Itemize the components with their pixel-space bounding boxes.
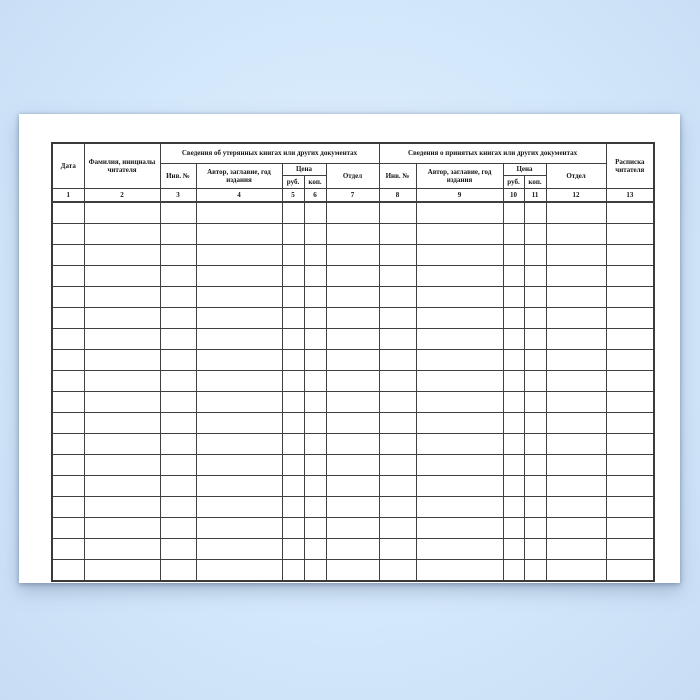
- table-cell: [84, 350, 160, 371]
- table-cell: [282, 202, 304, 224]
- table-cell: [606, 518, 654, 539]
- table-cell: [84, 371, 160, 392]
- table-cell: [416, 350, 503, 371]
- table-cell: [196, 413, 282, 434]
- table-cell: [524, 476, 546, 497]
- table-cell: [546, 392, 606, 413]
- table-cell: [196, 350, 282, 371]
- column-number: 1: [52, 189, 84, 203]
- column-number: 9: [416, 189, 503, 203]
- table-cell: [606, 392, 654, 413]
- table-cell: [196, 224, 282, 245]
- table-cell: [379, 539, 416, 560]
- table-cell: [524, 350, 546, 371]
- header-department-received: Отдел: [546, 164, 606, 189]
- table-cell: [52, 308, 84, 329]
- table-cell: [606, 350, 654, 371]
- table-cell: [546, 266, 606, 287]
- table-cell: [524, 539, 546, 560]
- column-number: 2: [84, 189, 160, 203]
- table-cell: [546, 476, 606, 497]
- table-cell: [606, 245, 654, 266]
- table-cell: [282, 455, 304, 476]
- table-cell: [52, 350, 84, 371]
- table-cell: [52, 455, 84, 476]
- table-cell: [546, 434, 606, 455]
- table-cell: [416, 497, 503, 518]
- library-register-form-table: [51, 142, 655, 582]
- table-cell: [379, 371, 416, 392]
- table-cell: [503, 329, 524, 350]
- table-cell: [160, 392, 196, 413]
- table-cell: [606, 413, 654, 434]
- table-cell: [524, 434, 546, 455]
- table-cell: [160, 308, 196, 329]
- table-cell: [326, 329, 379, 350]
- table-cell: [84, 476, 160, 497]
- header-kop-received: коп.: [524, 176, 546, 189]
- table-cell: [546, 224, 606, 245]
- table-cell: [524, 308, 546, 329]
- table-cell: [52, 202, 84, 224]
- table-cell: [282, 560, 304, 582]
- table-cell: [606, 455, 654, 476]
- table-cell: [196, 266, 282, 287]
- table-cell: [606, 224, 654, 245]
- table-cell: [379, 329, 416, 350]
- table-cell: [304, 476, 326, 497]
- table-cell: [524, 329, 546, 350]
- table-cell: [196, 497, 282, 518]
- table-cell: [606, 560, 654, 582]
- table-cell: [379, 202, 416, 224]
- table-cell: [326, 539, 379, 560]
- header-inventory-no-lost: Инв. №: [160, 164, 196, 189]
- table-cell: [546, 455, 606, 476]
- table-cell: [524, 413, 546, 434]
- table-cell: [606, 497, 654, 518]
- table-cell: [416, 455, 503, 476]
- table-cell: [546, 308, 606, 329]
- table-cell: [160, 518, 196, 539]
- table-cell: [160, 476, 196, 497]
- table-cell: [84, 308, 160, 329]
- table-cell: [503, 287, 524, 308]
- table-cell: [379, 518, 416, 539]
- table-cell: [524, 497, 546, 518]
- table-cell: [326, 202, 379, 224]
- table-cell: [503, 497, 524, 518]
- table-cell: [416, 266, 503, 287]
- table-cell: [282, 413, 304, 434]
- table-cell: [160, 560, 196, 582]
- table-cell: [503, 371, 524, 392]
- table-row: [52, 413, 654, 434]
- table-cell: [196, 245, 282, 266]
- table-row: [52, 202, 654, 224]
- table-cell: [546, 560, 606, 582]
- table-cell: [160, 434, 196, 455]
- table-cell: [282, 539, 304, 560]
- table-cell: [326, 434, 379, 455]
- table-cell: [524, 560, 546, 582]
- form-body: [52, 202, 654, 581]
- table-cell: [416, 245, 503, 266]
- table-row: [52, 350, 654, 371]
- table-cell: [379, 287, 416, 308]
- table-cell: [503, 266, 524, 287]
- table-cell: [524, 455, 546, 476]
- table-cell: [84, 497, 160, 518]
- table-cell: [282, 371, 304, 392]
- table-cell: [304, 455, 326, 476]
- table-cell: [282, 245, 304, 266]
- table-cell: [326, 371, 379, 392]
- table-cell: [606, 434, 654, 455]
- column-number: 6: [304, 189, 326, 203]
- table-cell: [52, 245, 84, 266]
- table-cell: [304, 434, 326, 455]
- header-date: Дата: [52, 143, 84, 189]
- header-price-lost: Цена: [282, 164, 326, 176]
- table-cell: [84, 518, 160, 539]
- table-cell: [196, 392, 282, 413]
- table-cell: [606, 539, 654, 560]
- table-cell: [524, 245, 546, 266]
- table-cell: [52, 434, 84, 455]
- table-row: [52, 266, 654, 287]
- column-number: 3: [160, 189, 196, 203]
- table-cell: [304, 392, 326, 413]
- table-cell: [84, 560, 160, 582]
- table-cell: [84, 266, 160, 287]
- table-cell: [546, 497, 606, 518]
- table-cell: [326, 476, 379, 497]
- table-cell: [160, 329, 196, 350]
- header-row-column-numbers: [52, 189, 654, 203]
- table-cell: [52, 329, 84, 350]
- table-cell: [282, 224, 304, 245]
- table-cell: [52, 224, 84, 245]
- table-cell: [52, 287, 84, 308]
- table-cell: [416, 308, 503, 329]
- table-row: [52, 539, 654, 560]
- table-cell: [160, 539, 196, 560]
- column-number: 7: [326, 189, 379, 203]
- table-cell: [84, 392, 160, 413]
- table-cell: [503, 245, 524, 266]
- table-cell: [416, 560, 503, 582]
- table-cell: [379, 245, 416, 266]
- table-cell: [503, 518, 524, 539]
- table-cell: [503, 308, 524, 329]
- table-cell: [84, 413, 160, 434]
- table-cell: [160, 371, 196, 392]
- table-cell: [196, 371, 282, 392]
- table-cell: [416, 539, 503, 560]
- table-cell: [84, 455, 160, 476]
- table-cell: [416, 434, 503, 455]
- table-row: [52, 518, 654, 539]
- table-cell: [304, 224, 326, 245]
- table-cell: [524, 371, 546, 392]
- column-number: 13: [606, 189, 654, 203]
- table-cell: [282, 497, 304, 518]
- table-cell: [379, 413, 416, 434]
- table-cell: [160, 497, 196, 518]
- table-cell: [524, 287, 546, 308]
- header-received-group: Сведения о принятых книгах или других документах: [379, 143, 606, 164]
- table-cell: [282, 392, 304, 413]
- table-cell: [524, 224, 546, 245]
- table-cell: [379, 476, 416, 497]
- table-cell: [84, 245, 160, 266]
- table-cell: [379, 224, 416, 245]
- table-cell: [546, 329, 606, 350]
- column-number: 5: [282, 189, 304, 203]
- table-cell: [416, 413, 503, 434]
- header-inventory-no-received: Инв. №: [379, 164, 416, 189]
- table-row: [52, 308, 654, 329]
- table-cell: [304, 413, 326, 434]
- table-cell: [52, 518, 84, 539]
- table-cell: [379, 497, 416, 518]
- table-row: [52, 329, 654, 350]
- table-row: [52, 434, 654, 455]
- table-cell: [84, 224, 160, 245]
- table-cell: [546, 202, 606, 224]
- table-cell: [416, 371, 503, 392]
- table-cell: [503, 560, 524, 582]
- table-cell: [84, 539, 160, 560]
- table-cell: [416, 224, 503, 245]
- table-cell: [326, 245, 379, 266]
- table-cell: [606, 371, 654, 392]
- table-cell: [379, 392, 416, 413]
- table-cell: [282, 518, 304, 539]
- table-cell: [503, 350, 524, 371]
- table-cell: [84, 287, 160, 308]
- table-cell: [416, 476, 503, 497]
- table-cell: [326, 308, 379, 329]
- table-cell: [304, 518, 326, 539]
- table-cell: [304, 308, 326, 329]
- table-cell: [606, 202, 654, 224]
- table-cell: [52, 266, 84, 287]
- table-cell: [52, 560, 84, 582]
- table-cell: [326, 224, 379, 245]
- table-cell: [546, 371, 606, 392]
- table-cell: [196, 287, 282, 308]
- table-cell: [416, 392, 503, 413]
- table-cell: [524, 202, 546, 224]
- table-cell: [326, 413, 379, 434]
- table-cell: [503, 455, 524, 476]
- header-price-received: Цена: [503, 164, 546, 176]
- table-cell: [282, 287, 304, 308]
- table-cell: [326, 518, 379, 539]
- header-author-lost: Автор, заглавие, год издания: [196, 164, 282, 189]
- table-cell: [282, 308, 304, 329]
- table-cell: [196, 202, 282, 224]
- column-number: 4: [196, 189, 282, 203]
- table-row: [52, 497, 654, 518]
- table-cell: [282, 476, 304, 497]
- table-cell: [606, 308, 654, 329]
- table-cell: [524, 518, 546, 539]
- table-cell: [196, 308, 282, 329]
- table-cell: [52, 497, 84, 518]
- table-cell: [84, 329, 160, 350]
- header-rub-lost: руб.: [282, 176, 304, 189]
- table-cell: [326, 497, 379, 518]
- table-cell: [524, 266, 546, 287]
- table-cell: [503, 476, 524, 497]
- column-number: 10: [503, 189, 524, 203]
- table-cell: [52, 392, 84, 413]
- table-row: [52, 392, 654, 413]
- table-cell: [160, 202, 196, 224]
- table-cell: [416, 287, 503, 308]
- table-cell: [606, 329, 654, 350]
- table-cell: [282, 329, 304, 350]
- table-cell: [304, 202, 326, 224]
- table-cell: [304, 560, 326, 582]
- table-cell: [326, 560, 379, 582]
- table-cell: [326, 392, 379, 413]
- table-cell: [326, 455, 379, 476]
- table-cell: [379, 350, 416, 371]
- column-number: 12: [546, 189, 606, 203]
- table-cell: [326, 350, 379, 371]
- table-cell: [304, 266, 326, 287]
- column-number: 11: [524, 189, 546, 203]
- table-cell: [379, 560, 416, 582]
- table-cell: [282, 350, 304, 371]
- table-cell: [196, 476, 282, 497]
- table-cell: [196, 539, 282, 560]
- header-author-received: Автор, заглавие, год издания: [416, 164, 503, 189]
- table-cell: [304, 329, 326, 350]
- table-cell: [524, 392, 546, 413]
- table-cell: [52, 539, 84, 560]
- table-cell: [160, 455, 196, 476]
- table-cell: [84, 434, 160, 455]
- table-cell: [546, 518, 606, 539]
- table-cell: [160, 287, 196, 308]
- table-cell: [52, 371, 84, 392]
- table-cell: [160, 350, 196, 371]
- table-cell: [160, 224, 196, 245]
- table-cell: [304, 245, 326, 266]
- table-row: [52, 287, 654, 308]
- table-cell: [416, 518, 503, 539]
- table-cell: [546, 539, 606, 560]
- table-cell: [52, 476, 84, 497]
- table-row: [52, 560, 654, 582]
- table-cell: [282, 434, 304, 455]
- header-receipt: Расписка читателя: [606, 143, 654, 189]
- table-cell: [379, 308, 416, 329]
- table-cell: [503, 224, 524, 245]
- table-row: [52, 476, 654, 497]
- table-cell: [196, 455, 282, 476]
- table-row: [52, 224, 654, 245]
- table-cell: [606, 287, 654, 308]
- paper-sheet: [19, 114, 680, 583]
- table-cell: [503, 202, 524, 224]
- header-kop-lost: коп.: [304, 176, 326, 189]
- header-department-lost: Отдел: [326, 164, 379, 189]
- table-cell: [160, 266, 196, 287]
- table-row: [52, 455, 654, 476]
- table-cell: [304, 350, 326, 371]
- table-cell: [503, 413, 524, 434]
- table-cell: [606, 266, 654, 287]
- table-cell: [196, 560, 282, 582]
- table-cell: [160, 245, 196, 266]
- table-cell: [326, 266, 379, 287]
- table-cell: [503, 539, 524, 560]
- table-cell: [282, 266, 304, 287]
- column-number: 8: [379, 189, 416, 203]
- header-row-groups: [52, 143, 654, 164]
- table-cell: [196, 434, 282, 455]
- table-cell: [606, 476, 654, 497]
- header-rub-received: руб.: [503, 176, 524, 189]
- table-cell: [546, 287, 606, 308]
- header-reader: Фамилия, инициалы читателя: [84, 143, 160, 189]
- table-cell: [196, 518, 282, 539]
- table-cell: [546, 350, 606, 371]
- table-cell: [304, 497, 326, 518]
- table-cell: [304, 287, 326, 308]
- table-row: [52, 371, 654, 392]
- table-cell: [84, 202, 160, 224]
- table-cell: [52, 413, 84, 434]
- table-cell: [503, 434, 524, 455]
- table-cell: [416, 202, 503, 224]
- table-cell: [304, 371, 326, 392]
- table-cell: [379, 455, 416, 476]
- table-cell: [196, 329, 282, 350]
- table-cell: [416, 329, 503, 350]
- table-cell: [160, 413, 196, 434]
- table-row: [52, 245, 654, 266]
- table-cell: [326, 287, 379, 308]
- table-cell: [304, 539, 326, 560]
- table-cell: [546, 413, 606, 434]
- table-cell: [379, 266, 416, 287]
- table-cell: [503, 392, 524, 413]
- table-cell: [379, 434, 416, 455]
- table-cell: [546, 245, 606, 266]
- header-lost-group: Сведения об утерянных книгах или других документах: [160, 143, 379, 164]
